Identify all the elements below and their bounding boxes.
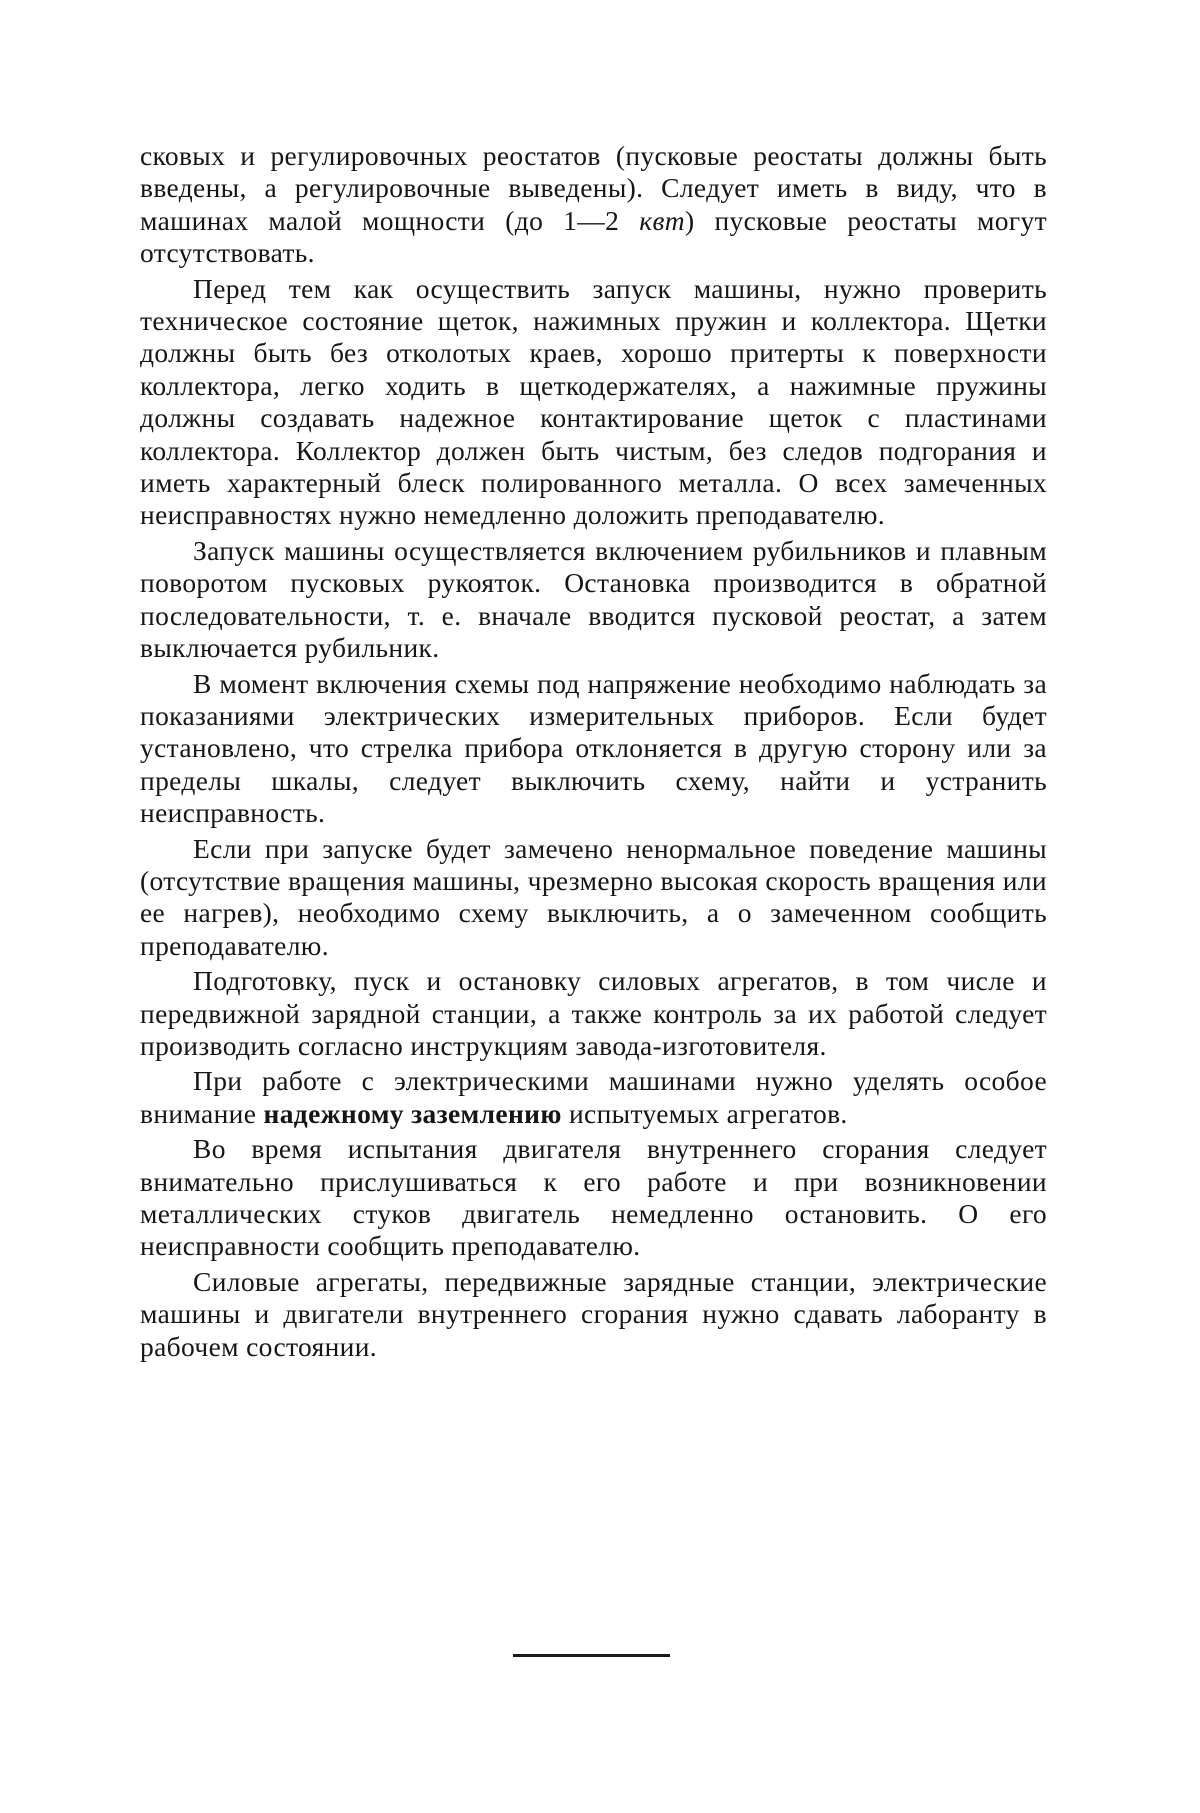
paragraph-4 [140,668,1047,830]
text-run: ) пусковые реостаты могут отсутствовать. [140,204,1047,269]
text-run: Запуск машины осуществляется включением рубильников и плавным поворотом пусковых рукояток. Остановка производится в обратной последовательности, т. е. вначале вводится пусковой реостат, а затем выключается рубильник. [140,534,1047,664]
text-run: Во время испытания двигателя внутреннего сгорания следует внимательно прислушиваться к его работе и при возникновении металлических стуков двигатель немедленно остановить. О его неисправности сообщить преподавателю. [140,1133,1047,1262]
paragraph-8 [140,1133,1047,1263]
paragraph-3 [140,535,1047,665]
text-run: сковых и регулировочных реостатов (пусковые реостаты должны быть введены, а регулировочные выведены). Следует иметь в виду, что в машинах малой мощности (до 1—2 [140,140,1047,236]
emphasis-bold: надежному заземлению [263,1097,562,1129]
text-run: Подготовку, пуск и остановку силовых агрегатов, в том числе и передвижной зарядной станции, а также контроль за их работой следует производить согласно инструкциям завода-изготовителя. [140,965,1047,1061]
text-run: При работе с электрическими машинами нужно уделять особое внимание [140,1065,1047,1129]
document-body [140,140,1047,1366]
text-run: испытуемых агрегатов. [561,1097,848,1129]
text-run: Если при запуске будет замечено ненормальное поведение машины (отсутствие вращения машины, чрезмерно высокая скорость вращения или ее нагрев), необходимо схему выключить, а о замеченном сообщить преподавателю. [140,832,1047,961]
paragraph-9 [140,1266,1047,1363]
paragraph-6 [140,965,1047,1062]
paragraph-5 [140,833,1047,963]
text-run: В момент включения схемы под напряжение необходимо наблюдать за показаниями электрических измерительных приборов. Если будет установлено, что стрелка прибора отклоняется в другую сторону или за пределы шкалы, следует выключить схему, найти и устранить неисправность. [140,667,1047,829]
text-run: Силовые агрегаты, передвижные зарядные станции, электрические машины и двигатели внутреннего сгорания нужно сдавать лаборанту в рабочем состоянии. [140,1265,1047,1362]
paragraph-7 [140,1065,1047,1130]
paragraph-1 [140,140,1047,270]
unit-kvt: квт [639,204,685,236]
paragraph-2 [140,273,1047,532]
text-run: Перед тем как осуществить запуск машины, нужно проверить техническое состояние щеток, нажимных пружин и коллектора. Щетки должны быть без отколотых краев, хорошо притерты к поверхности коллектора, легко ходить в щеткодержателях, а нажимные пружины должны создавать надежное контактирование щеток с пластинами коллектора. Коллектор должен быть чистым, без следов подгорания и иметь характерный блеск полированного металла. О всех замеченных неисправностях нужно немедленно доложить преподавателю. [140,272,1047,531]
section-end-rule [513,1654,670,1657]
